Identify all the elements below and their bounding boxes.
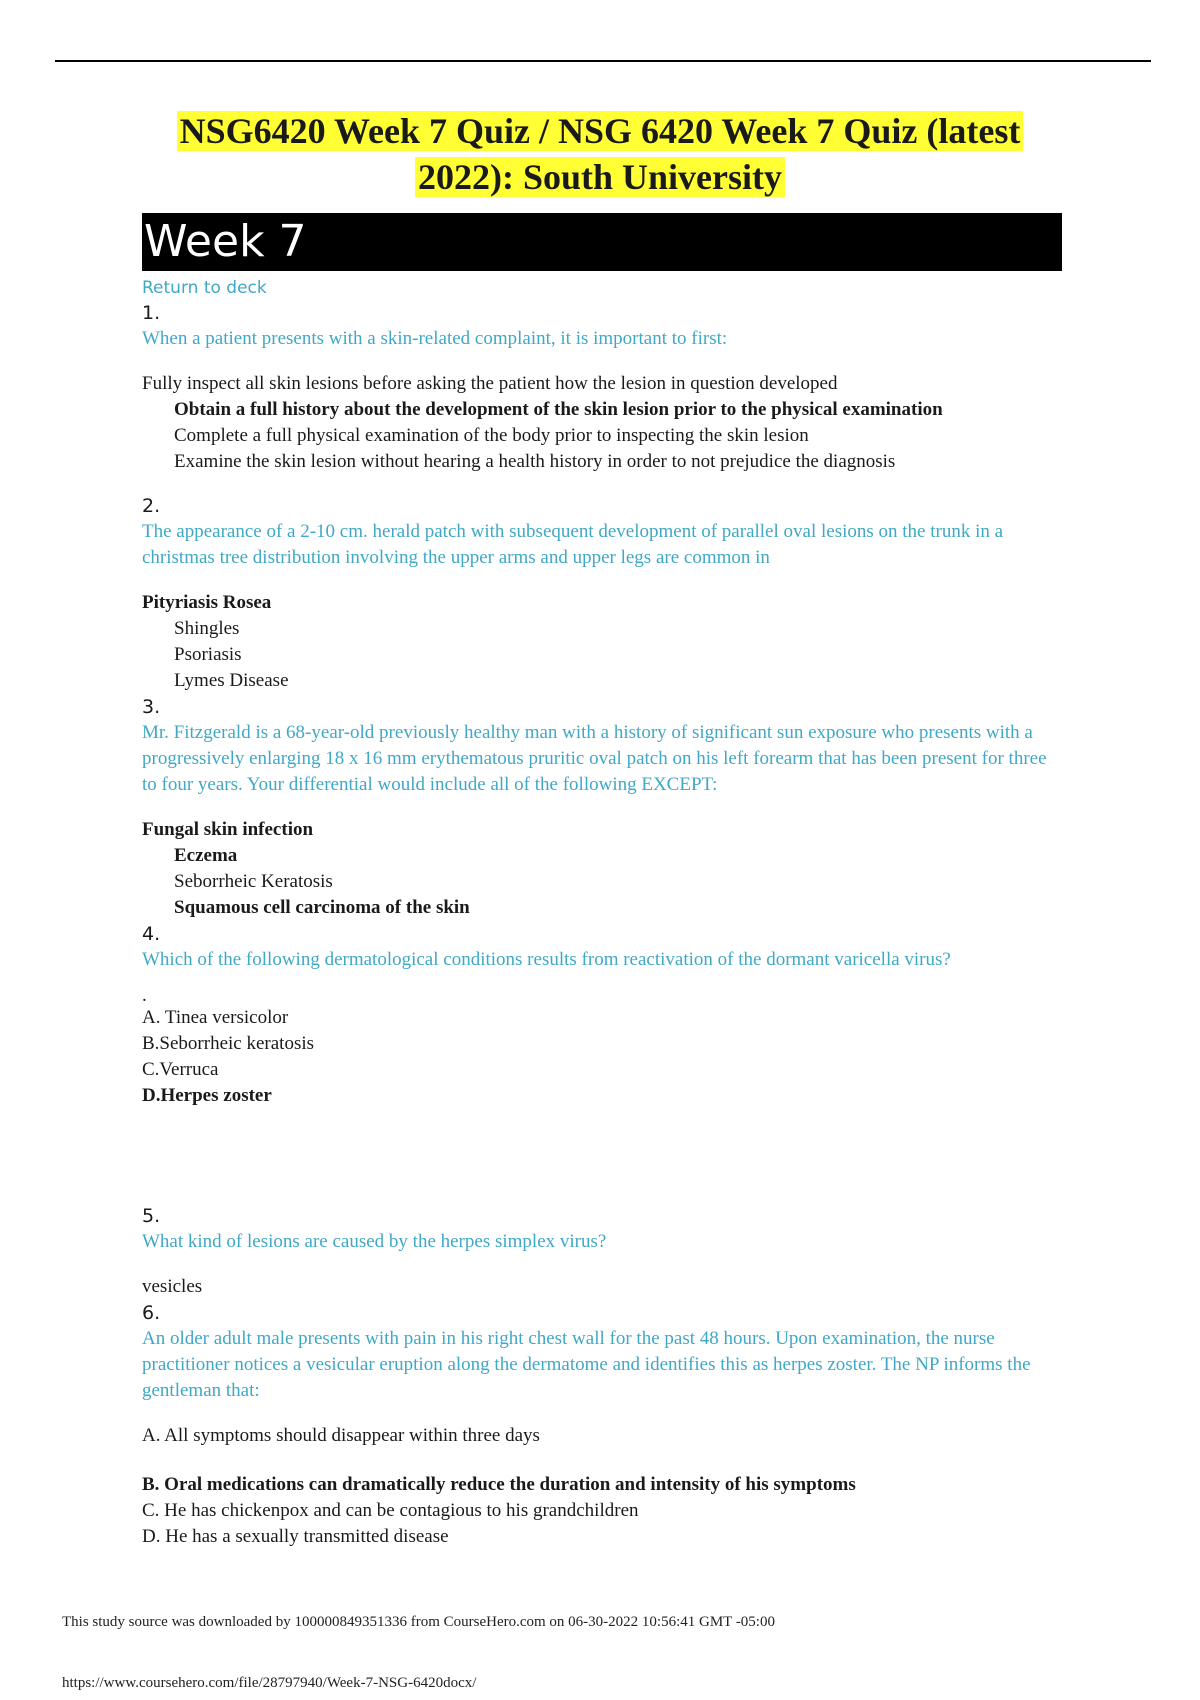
answer-option-correct: Pityriasis Rosea bbox=[142, 592, 272, 613]
answer-option: A. Tinea versicolor bbox=[142, 1007, 289, 1028]
question-number: 4. bbox=[142, 923, 161, 945]
answer-option: B.Seborrheic keratosis bbox=[142, 1033, 315, 1054]
answer-option: C.Verruca bbox=[142, 1059, 219, 1080]
week-heading: Week 7 bbox=[142, 213, 1062, 271]
answer-option: Psoriasis bbox=[174, 644, 242, 665]
answer-option: Eczema bbox=[174, 845, 238, 866]
quiz-content bbox=[142, 213, 1062, 1550]
answer-option-correct: D.Herpes zoster bbox=[142, 1085, 272, 1106]
question-5 bbox=[142, 1203, 1062, 1300]
question-text: When a patient presents with a skin-related complaint, it is important to first: bbox=[142, 328, 728, 349]
stray-dot: . bbox=[142, 985, 147, 1006]
answer-option: C. He has chickenpox and can be contagious to his grandchildren bbox=[142, 1500, 639, 1521]
source-url[interactable]: https://www.coursehero.com/file/28797940/Week-7-NSG-6420docx/ bbox=[62, 1675, 477, 1691]
question-4 bbox=[142, 921, 1062, 1109]
return-to-deck-link[interactable]: Return to deck bbox=[142, 278, 267, 298]
answer-option: A. All symptoms should disappear within three days bbox=[142, 1425, 540, 1446]
answer-option: Examine the skin lesion without hearing a health history in order to not prejudice the diagnosis bbox=[174, 451, 896, 472]
question-number: 3. bbox=[142, 696, 161, 718]
answer-option: Shingles bbox=[174, 618, 240, 639]
answer-option-correct: B. Oral medications can dramatically reduce the duration and intensity of his symptoms bbox=[142, 1474, 856, 1495]
question-1 bbox=[142, 300, 1062, 475]
answer-option: Squamous cell carcinoma of the skin bbox=[174, 897, 470, 918]
question-number: 1. bbox=[142, 302, 161, 324]
title-line-2: 2022): South University bbox=[415, 157, 785, 197]
download-source-note: This study source was downloaded by 100000849351336 from CourseHero.com on 06-30-2022 10:56:41 GMT -05:00 bbox=[62, 1614, 775, 1630]
question-text: The appearance of a 2-10 cm. herald patch with subsequent development of parallel oval lesions on the trunk in a christmas tree distribution involving the upper arms and upper legs are common in bbox=[142, 521, 1004, 568]
question-number: 5. bbox=[142, 1205, 161, 1227]
top-rule bbox=[55, 60, 1151, 62]
question-number: 2. bbox=[142, 495, 161, 517]
answer-option: Fully inspect all skin lesions before asking the patient how the lesion in question developed bbox=[142, 373, 838, 394]
question-text: What kind of lesions are caused by the herpes simplex virus? bbox=[142, 1231, 607, 1252]
answer-option: vesicles bbox=[142, 1276, 203, 1297]
question-number: 6. bbox=[142, 1302, 161, 1324]
answer-option: Seborrheic Keratosis bbox=[174, 871, 333, 892]
answer-option: Complete a full physical examination of the body prior to inspecting the skin lesion bbox=[174, 425, 809, 446]
title-line-1: NSG6420 Week 7 Quiz / NSG 6420 Week 7 Quiz (latest bbox=[177, 111, 1024, 151]
answer-option: Fungal skin infection bbox=[142, 819, 314, 840]
answer-option: Lymes Disease bbox=[174, 670, 289, 691]
question-text: Mr. Fitzgerald is a 68-year-old previously healthy man with a history of significant sun exposure who presents with a progressively enlarging 18 x 16 mm erythematous pruritic oval patch on his left forearm that has been present for three to four years. Your differential would include all of the following EXCEPT: bbox=[142, 722, 1047, 795]
answer-option: D. He has a sexually transmitted disease bbox=[142, 1526, 449, 1547]
question-2 bbox=[142, 493, 1062, 694]
question-text: Which of the following dermatological conditions results from reactivation of the dormant varicella virus? bbox=[142, 949, 951, 970]
question-6 bbox=[142, 1300, 1062, 1550]
document-title bbox=[100, 108, 1100, 200]
answer-option-correct: Obtain a full history about the development of the skin lesion prior to the physical examination bbox=[174, 399, 943, 420]
question-3 bbox=[142, 694, 1062, 921]
question-text: An older adult male presents with pain in his right chest wall for the past 48 hours. Upon examination, the nurse practitioner notices a vesicular eruption along the dermatome and identifies this as herpes zoster. The NP informs the gentleman that: bbox=[142, 1328, 1031, 1401]
